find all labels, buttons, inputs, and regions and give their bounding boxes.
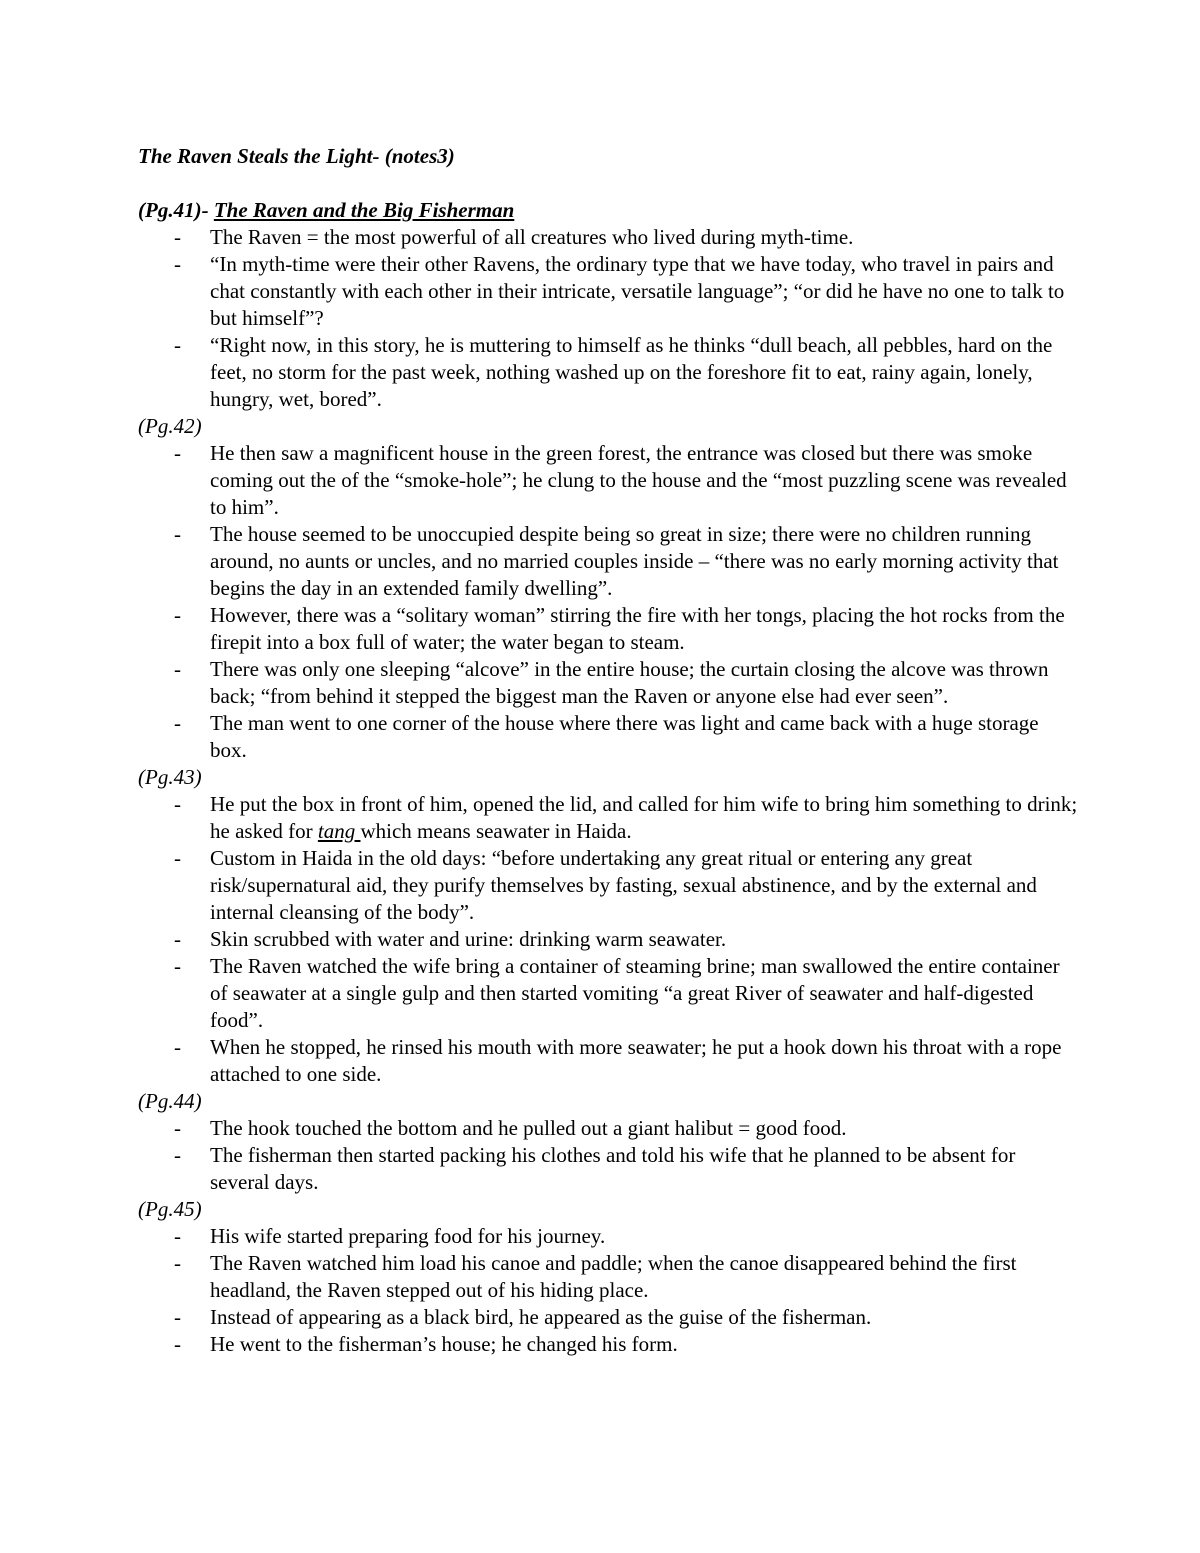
- section-heading-pg41: [138, 197, 1078, 224]
- bullet-text: The Raven watched the wife bring a container of steaming brine; man swallowed the entire container of seawater at a single gulp and then started vomiting “a great River of seawater and half-digested food”.: [210, 954, 1060, 1032]
- bullet-text: The Raven watched him load his canoe and paddle; when the canoe disappeared behind the first headland, the Raven stepped out of his hiding place.: [210, 1251, 1017, 1302]
- bullet-text: When he stopped, he rinsed his mouth with more seawater; he put a hook down his throat with a rope attached to one side.: [210, 1035, 1062, 1086]
- page-ref: (Pg.41)-: [138, 198, 214, 222]
- list-item: [138, 1223, 1078, 1250]
- list-item: [138, 440, 1078, 521]
- list-item: [138, 521, 1078, 602]
- list-item: [138, 791, 1078, 845]
- bullet-dash: -: [174, 846, 181, 870]
- bullet-dash: -: [174, 225, 181, 249]
- bullet-text: He put the box in front of him, opened the lid, and called for him wife to bring him something to drink; he asked for: [210, 792, 1078, 843]
- bullet-dash: -: [174, 441, 181, 465]
- bullet-dash: -: [174, 792, 181, 816]
- bullet-text: However, there was a “solitary woman” stirring the fire with her tongs, placing the hot rocks from the firepit into a box full of water; the water began to steam.: [210, 603, 1065, 654]
- bullet-text: The hook touched the bottom and he pulled out a giant halibut = good food.: [210, 1116, 847, 1140]
- document-title: The Raven Steals the Light- (notes3): [138, 144, 455, 168]
- list-item: [138, 251, 1078, 332]
- section-heading-pg43: (Pg.43): [138, 765, 202, 789]
- bullet-dash: -: [174, 1116, 181, 1140]
- bullet-list-pg41: [138, 224, 1078, 413]
- bullet-text: The man went to one corner of the house where there was light and came back with a huge storage box.: [210, 711, 1039, 762]
- list-item: [138, 926, 1078, 953]
- bullet-text: His wife started preparing food for his journey.: [210, 1224, 606, 1248]
- bullet-dash: -: [174, 1332, 181, 1356]
- bullet-dash: -: [174, 1143, 181, 1167]
- bullet-dash: -: [174, 927, 181, 951]
- list-item: [138, 710, 1078, 764]
- tang-term: tang: [317, 819, 361, 843]
- bullet-list-pg43: [138, 791, 1078, 1088]
- section-heading-pg42: (Pg.42): [138, 414, 202, 438]
- bullet-list-pg44: [138, 1115, 1078, 1196]
- bullet-dash: -: [174, 333, 181, 357]
- list-item: [138, 332, 1078, 413]
- section-heading-pg45: (Pg.45): [138, 1197, 202, 1221]
- bullet-list-pg42: [138, 440, 1078, 764]
- bullet-text: “Right now, in this story, he is muttering to himself as he thinks “dull beach, all pebbles, hard on the feet, no storm for the past week, nothing washed up on the foreshore fit to eat, rainy again, lonely, hungry, wet, bored”.: [210, 333, 1053, 411]
- list-item: [138, 845, 1078, 926]
- bullet-dash: -: [174, 1224, 181, 1248]
- bullet-dash: -: [174, 657, 181, 681]
- bullet-text: which means seawater in Haida.: [360, 819, 632, 843]
- bullet-text: The fisherman then started packing his clothes and told his wife that he planned to be absent for several days.: [210, 1143, 1016, 1194]
- bullet-text: He went to the fisherman’s house; he changed his form.: [210, 1332, 678, 1356]
- bullet-dash: -: [174, 522, 181, 546]
- bullet-text: There was only one sleeping “alcove” in the entire house; the curtain closing the alcove was thrown back; “from behind it stepped the biggest man the Raven or anyone else had ever seen”.: [210, 657, 1049, 708]
- bullet-dash: -: [174, 603, 181, 627]
- bullet-text: “In myth-time were their other Ravens, the ordinary type that we have today, who travel in pairs and chat constantly with each other in their intricate, versatile language”; “or did he have no one to talk to but himself”?: [210, 252, 1065, 330]
- bullet-list-pg45: [138, 1223, 1078, 1358]
- bullet-text: Custom in Haida in the old days: “before undertaking any great ritual or entering any great risk/supernatural aid, they purify themselves by fasting, sexual abstinence, and by the external and internal cleansing of the body”.: [210, 846, 1037, 924]
- chapter-title: The Raven and the Big Fisherman: [213, 198, 515, 222]
- bullet-dash: -: [174, 954, 181, 978]
- bullet-text: The Raven = the most powerful of all creatures who lived during myth-time.: [210, 225, 854, 249]
- bullet-dash: -: [174, 1305, 181, 1329]
- document-page: [138, 141, 1078, 1358]
- list-item: [138, 1142, 1078, 1196]
- bullet-text: Skin scrubbed with water and urine: drinking warm seawater.: [210, 927, 727, 951]
- list-item: [138, 602, 1078, 656]
- bullet-dash: -: [174, 711, 181, 735]
- bullet-text: The house seemed to be unoccupied despite being so great in size; there were no children running around, no aunts or uncles, and no married couples inside – “there was no early morning activity that begins the day in an extended family dwelling”.: [210, 522, 1059, 600]
- list-item: [138, 1034, 1078, 1088]
- list-item: [138, 224, 1078, 251]
- bullet-dash: -: [174, 252, 181, 276]
- bullet-text: Instead of appearing as a black bird, he appeared as the guise of the fisherman.: [210, 1305, 872, 1329]
- list-item: [138, 1304, 1078, 1331]
- bullet-dash: -: [174, 1251, 181, 1275]
- list-item: [138, 953, 1078, 1034]
- bullet-text: He then saw a magnificent house in the green forest, the entrance was closed but there was smoke coming out the of the “smoke-hole”; he clung to the house and the “most puzzling scene was revealed to him”.: [210, 441, 1067, 519]
- bullet-dash: -: [174, 1035, 181, 1059]
- section-heading-pg44: (Pg.44): [138, 1089, 202, 1113]
- list-item: [138, 1250, 1078, 1304]
- list-item: [138, 1331, 1078, 1358]
- list-item: [138, 1115, 1078, 1142]
- list-item: [138, 656, 1078, 710]
